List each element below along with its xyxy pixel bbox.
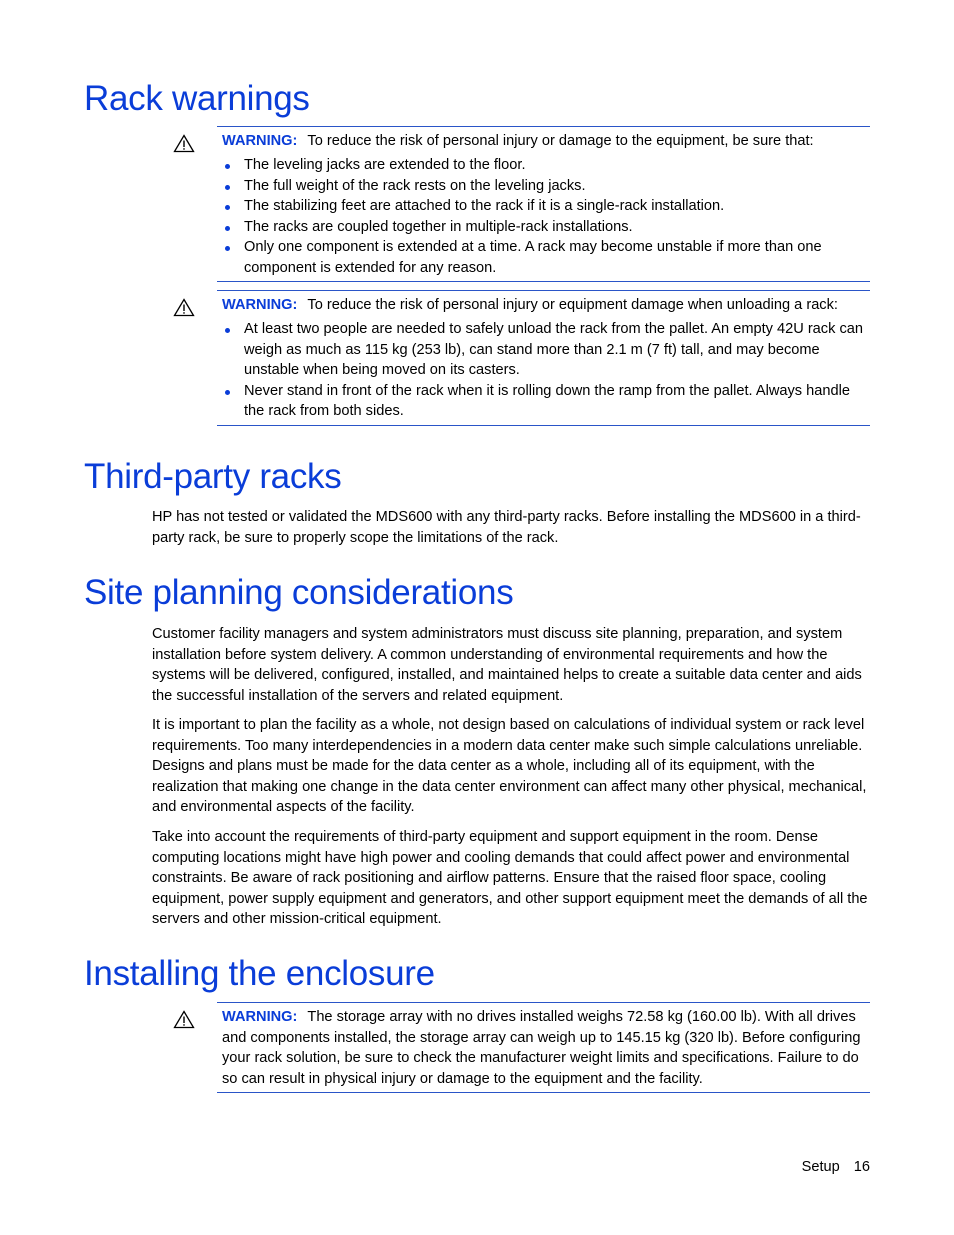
warning-lead-text: The storage array with no drives installed weighs 72.58 kg (160.00 lb). With all drives and components installed, the storage array can weigh up to 145.15 kg (320 lb). Before configuring your rack solution, be sure to check the manufacturer weight limits and specifications. Failure to do so can result in physical injury or damage to the equipment and the facility. — [222, 1009, 861, 1087]
list-item — [222, 176, 868, 197]
warning-box-unloading — [217, 290, 870, 426]
warning-label: WARNING: — [222, 133, 298, 149]
list-item — [222, 381, 868, 422]
warning-lead — [222, 131, 868, 152]
warning-bullet-list — [222, 319, 868, 422]
list-item — [222, 237, 868, 278]
heading-third-party-racks: Third-party racks — [84, 457, 342, 496]
paragraph-site-planning-1: Customer facility managers and system administrators must discuss site planning, preparation, and system installation before system delivery. A common understanding of environmental requirements and how the systems will be delivered, configured, installed, and maintained helps to create a suitable data center and aids the successful installation of the servers and related equipment. — [152, 626, 862, 704]
warning-box-weight — [217, 1002, 870, 1093]
warning-label: WARNING: — [222, 1009, 298, 1025]
bullet-icon — [225, 390, 230, 395]
list-item — [222, 319, 868, 381]
list-item-text: The racks are coupled together in multiple-rack installations. — [244, 218, 633, 235]
bullet-icon — [225, 164, 230, 169]
bullet-icon — [225, 226, 230, 231]
list-item-text: At least two people are needed to safely unload the rack from the pallet. An empty 42U rack can weigh as much as 115 kg (253 lb), can stand more than 2.1 m (7 ft) tall, and may become unstable when being moved on its casters. — [244, 321, 863, 378]
warning-lead — [222, 295, 868, 316]
heading-rack-warnings: Rack warnings — [84, 79, 310, 118]
list-item-text: Never stand in front of the rack when it is rolling down the ramp from the pallet. Always handle the rack from both sides. — [244, 382, 850, 419]
list-item-text: The stabilizing feet are attached to the rack if it is a single-rack installation. — [244, 198, 725, 214]
warning-box-rack-stability — [217, 126, 870, 282]
footer-page-number: 16 — [853, 1159, 870, 1175]
heading-site-planning: Site planning considerations — [84, 573, 514, 612]
list-item — [222, 196, 868, 217]
list-item — [222, 155, 868, 176]
footer-section-name: Setup — [801, 1159, 840, 1175]
list-item-text: The full weight of the rack rests on the leveling jacks. — [244, 177, 586, 194]
warning-lead — [222, 1007, 868, 1089]
warning-lead-text: To reduce the risk of personal injury or equipment damage when unloading a rack: — [307, 297, 838, 313]
paragraph-site-planning-3: Take into account the requirements of third-party equipment and support equipment in the room. Dense computing locations might have high power and cooling demands that could affect power and environmental constraints. Be aware of rack positioning and airflow patterns. Ensure that the raised floor space, cooling equipment, power supply equipment and generators, and other support equipment meet the demands of all the servers and other mission-critical equipment. — [152, 829, 868, 927]
list-item-text: The leveling jacks are extended to the floor. — [244, 157, 526, 173]
bullet-icon — [225, 328, 230, 333]
paragraph-third-party: HP has not tested or validated the MDS600 with any third-party racks. Before installing the MDS600 in a third-party rack, be sure to properly scope the limitations of the rack. — [152, 509, 861, 546]
warning-label: WARNING: — [222, 297, 298, 313]
list-item — [222, 217, 868, 238]
heading-installing-enclosure: Installing the enclosure — [84, 954, 435, 993]
warning-triangle-icon — [173, 298, 195, 317]
bullet-icon — [225, 246, 230, 251]
page-footer — [802, 1157, 870, 1177]
warning-lead-text: To reduce the risk of personal injury or damage to the equipment, be sure that: — [307, 133, 814, 149]
warning-bullet-list — [222, 155, 868, 278]
bullet-icon — [225, 205, 230, 210]
warning-triangle-icon — [173, 134, 195, 153]
bullet-icon — [225, 185, 230, 190]
list-item-text: Only one component is extended at a time. A rack may become unstable if more than one component is extended for any reason. — [244, 239, 822, 276]
warning-triangle-icon — [173, 1010, 195, 1029]
paragraph-site-planning-2: It is important to plan the facility as a whole, not design based on calculations of individual system or rack level requirements. Too many interdependencies in a modern data center make such simple calculations unreliable. Designs and plans must be made for the data center as a whole, including all of its equipment, with the realization that making one change in the data center environment can affect many other physical, mechanical, and environmental aspects of the facility. — [152, 717, 867, 815]
